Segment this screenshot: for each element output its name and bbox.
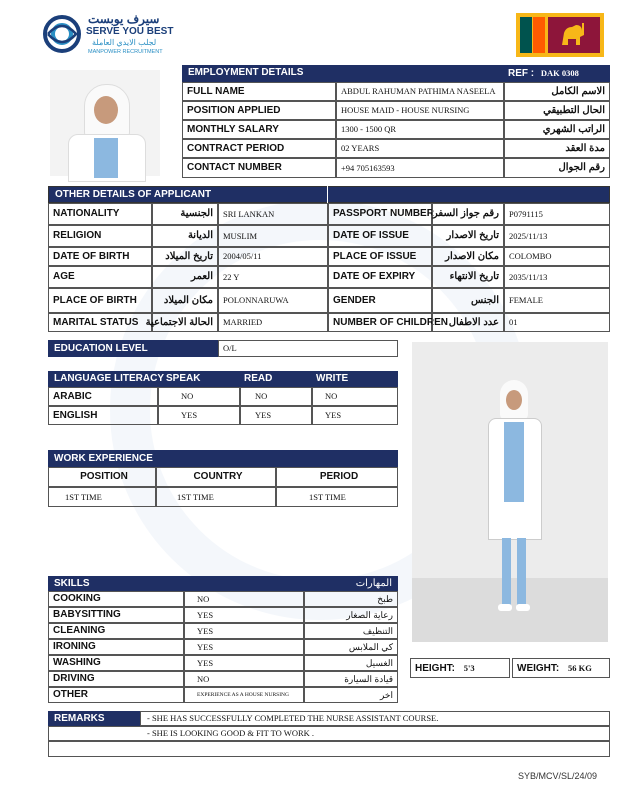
- work-col-position: POSITION: [48, 467, 156, 487]
- other-right-label-ar: رقم جواز السفر: [432, 203, 504, 225]
- employment-value: 1300 - 1500 QR: [336, 120, 504, 139]
- employment-value: +94 705163593: [336, 158, 504, 178]
- skill-label: BABYSITTING: [48, 607, 184, 623]
- skill-value: YES: [184, 607, 304, 623]
- skill-label: CLEANING: [48, 623, 184, 639]
- logo-knot-icon: [42, 14, 82, 54]
- skill-label-ar: رعاية الصغار: [304, 607, 398, 623]
- other-left-label-ar: مكان الميلاد: [152, 288, 218, 313]
- applicant-full-photo: [412, 342, 608, 642]
- other-left-label: DATE OF BIRTH: [48, 247, 152, 266]
- logo-arabic: سيرف يوبست: [88, 12, 160, 26]
- logo-name: SERVE YOU BEST: [86, 26, 174, 37]
- other-right-value: 2025/11/13: [504, 225, 610, 247]
- header-divider: [327, 186, 328, 203]
- language-read: YES: [240, 406, 312, 425]
- skill-value: YES: [184, 623, 304, 639]
- education-label: EDUCATION LEVEL: [48, 340, 218, 357]
- other-left-label-ar: الحالة الاجتماعية: [152, 313, 218, 332]
- employment-label: FULL NAME: [182, 82, 336, 101]
- other-left-value: 22 Y: [218, 266, 328, 288]
- weight-box: [512, 658, 610, 678]
- weight-value: 56 KG: [568, 663, 592, 673]
- other-right-label-ar: تاريخ الانتهاء: [432, 266, 504, 288]
- language-write: NO: [312, 387, 398, 406]
- other-left-value: POLONNARUWA: [218, 288, 328, 313]
- skill-label: IRONING: [48, 639, 184, 655]
- employment-label-ar: رقم الجوال: [504, 158, 610, 178]
- employment-value: 02 YEARS: [336, 139, 504, 158]
- ref-box: [508, 65, 610, 82]
- ref-value: DAK 0308: [540, 68, 579, 78]
- weight-label: WEIGHT:: [517, 663, 560, 674]
- other-left-value: MARRIED: [218, 313, 328, 332]
- remarks-line-2: - SHE IS LOOKING GOOD & FIT TO WORK .: [48, 726, 610, 741]
- other-details-title: OTHER DETAILS OF APPLICANT: [55, 189, 212, 200]
- skill-label-ar: طبخ: [304, 591, 398, 607]
- ref-label: REF :: [508, 68, 535, 79]
- skill-value: EXPERIENCE AS A HOUSE NURSING: [184, 687, 304, 703]
- skill-value: NO: [184, 671, 304, 687]
- other-left-label: AGE: [48, 266, 152, 288]
- height-value: 5'3: [463, 663, 475, 673]
- language-name: ARABIC: [48, 387, 158, 406]
- logo-sub-arabic: لجلب الايدي العاملة: [92, 38, 157, 47]
- skill-label: WASHING: [48, 655, 184, 671]
- skill-label-ar: قيادة السيارة: [304, 671, 398, 687]
- language-col-2: READ: [244, 373, 273, 384]
- other-left-label: MARITAL STATUS: [48, 313, 152, 332]
- lion-icon: [558, 21, 590, 49]
- skill-label-ar: الغسيل: [304, 655, 398, 671]
- employment-label-ar: الحال التطبيقي: [504, 101, 610, 120]
- other-right-label: PLACE OF ISSUE: [328, 247, 432, 266]
- language-speak: YES: [158, 406, 240, 425]
- language-header: [48, 371, 398, 387]
- other-right-value: FEMALE: [504, 288, 610, 313]
- other-left-label-ar: تاريخ الميلاد: [152, 247, 218, 266]
- employment-label-ar: الاسم الكامل: [504, 82, 610, 101]
- skills-title: SKILLS: [54, 578, 90, 589]
- height-box: [410, 658, 510, 678]
- language-col-3: WRITE: [316, 373, 349, 384]
- other-right-label: NUMBER OF CHILDREN: [328, 313, 432, 332]
- skill-label-ar: اخر: [304, 687, 398, 703]
- company-logo: [42, 12, 174, 60]
- other-left-label-ar: العمر: [152, 266, 218, 288]
- other-right-label: DATE OF EXPIRY: [328, 266, 432, 288]
- employment-label: CONTRACT PERIOD: [182, 139, 336, 158]
- other-left-label: NATIONALITY: [48, 203, 152, 225]
- language-write: YES: [312, 406, 398, 425]
- skill-label-ar: التنظيف: [304, 623, 398, 639]
- employment-label-ar: الراتب الشهري: [504, 120, 610, 139]
- work-col-period: PERIOD: [276, 467, 398, 487]
- employment-label-ar: مدة العقد: [504, 139, 610, 158]
- other-right-label-ar: الجنس: [432, 288, 504, 313]
- sri-lanka-flag: [516, 13, 604, 57]
- other-right-value: 01: [504, 313, 610, 332]
- other-left-value: SRI LANKAN: [218, 203, 328, 225]
- remarks-blank-row: [48, 741, 610, 757]
- skill-label: OTHER: [48, 687, 184, 703]
- employment-label: MONTHLY SALARY: [182, 120, 336, 139]
- language-name: ENGLISH: [48, 406, 158, 425]
- remarks-label: REMARKS: [48, 711, 140, 726]
- work-col-country: COUNTRY: [156, 467, 276, 487]
- employment-title: EMPLOYMENT DETAILS: [188, 67, 304, 78]
- work-country-value: 1ST TIME: [156, 487, 276, 507]
- skill-label: COOKING: [48, 591, 184, 607]
- skills-header: [48, 576, 398, 591]
- employment-value: HOUSE MAID - HOUSE NURSING: [336, 101, 504, 120]
- height-label: HEIGHT:: [415, 663, 455, 674]
- other-left-label: PLACE OF BIRTH: [48, 288, 152, 313]
- skills-title-ar: المهارات: [355, 578, 392, 589]
- skill-label-ar: كي الملابس: [304, 639, 398, 655]
- other-right-label: GENDER: [328, 288, 432, 313]
- work-header: [48, 450, 398, 467]
- other-left-label-ar: الجنسية: [152, 203, 218, 225]
- skill-value: YES: [184, 639, 304, 655]
- skill-label: DRIVING: [48, 671, 184, 687]
- other-right-label: PASSPORT NUMBER: [328, 203, 432, 225]
- other-left-label: RELIGION: [48, 225, 152, 247]
- other-right-value: COLOMBO: [504, 247, 610, 266]
- other-right-value: 2035/11/13: [504, 266, 610, 288]
- other-left-value: MUSLIM: [218, 225, 328, 247]
- language-speak: NO: [158, 387, 240, 406]
- education-value: O/L: [218, 340, 398, 357]
- employment-label: POSITION APPLIED: [182, 101, 336, 120]
- skill-value: YES: [184, 655, 304, 671]
- other-left-label-ar: الديانة: [152, 225, 218, 247]
- footer-code: SYB/MCV/SL/24/09: [518, 771, 598, 781]
- other-right-label: DATE OF ISSUE: [328, 225, 432, 247]
- other-right-label-ar: عدد الاطفال: [432, 313, 504, 332]
- work-position-value: 1ST TIME: [48, 487, 156, 507]
- applicant-portrait: [50, 70, 160, 176]
- work-period-value: 1ST TIME: [276, 487, 398, 507]
- work-title: WORK EXPERIENCE: [54, 453, 153, 464]
- language-col-1: SPEAK: [166, 373, 201, 384]
- logo-sub: MANPOWER RECRUITMENT: [88, 49, 163, 55]
- skill-value: NO: [184, 591, 304, 607]
- other-right-value: P0791115: [504, 203, 610, 225]
- other-details-header: [48, 186, 610, 203]
- other-right-label-ar: مكان الاصدار: [432, 247, 504, 266]
- language-col-0: LANGUAGE LITERACY: [54, 373, 164, 384]
- employment-value: ABDUL RAHUMAN PATHIMA NASEELA: [336, 82, 504, 101]
- other-left-value: 2004/05/11: [218, 247, 328, 266]
- remarks-line-1: - SHE HAS SUCCESSFULLY COMPLETED THE NURSE ASSISTANT COURSE.: [140, 711, 610, 726]
- other-right-label-ar: تاريخ الاصدار: [432, 225, 504, 247]
- language-read: NO: [240, 387, 312, 406]
- employment-label: CONTACT NUMBER: [182, 158, 336, 178]
